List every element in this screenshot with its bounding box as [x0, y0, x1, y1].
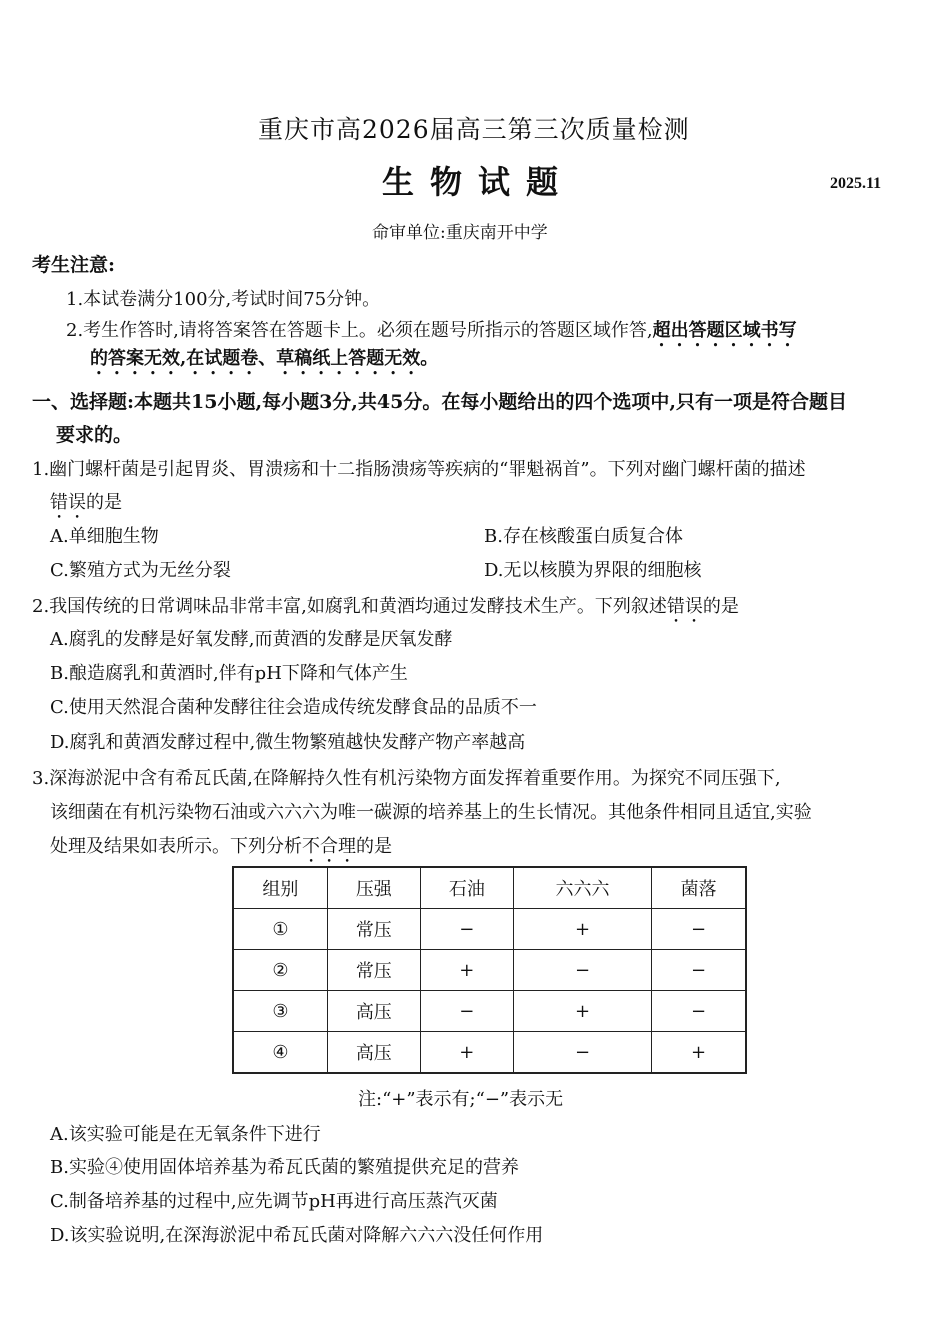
table-header-cell: 组别 [233, 867, 327, 909]
table-cell: − [652, 991, 746, 1032]
q2-emphasis: 错误 [666, 596, 703, 617]
q3-stem-tail: 的是 [356, 836, 392, 857]
table-cell: − [652, 950, 746, 991]
results-table [232, 866, 747, 1074]
q3-stem-line1: 3.深海淤泥中含有希瓦氏菌,在降解持久性有机污染物方面发挥着重要作用。为探究不同压强下, [32, 768, 781, 789]
table-cell: − [420, 991, 513, 1032]
q3-emphasis: 不合理 [302, 836, 356, 857]
table-header-cell: 菌落 [652, 867, 746, 909]
q3-option-c: C.制备培养基的过程中,应先调节pH再进行高压蒸汽灭菌 [50, 1191, 498, 1212]
q2-option-c: C.使用天然混合菌种发酵往往会造成传统发酵食品的品质不一 [50, 697, 537, 718]
table-cell: + [513, 991, 651, 1032]
q1-option-a: A.单细胞生物 [50, 526, 159, 547]
table-row [233, 909, 746, 950]
table-cell: − [420, 909, 513, 950]
q2-option-b: B.酿造腐乳和黄酒时,伴有pH下降和气体产生 [50, 663, 408, 684]
q2-stem-tail: 的是 [702, 596, 739, 617]
table-row [233, 1032, 746, 1074]
q1-stem-tail: 的是 [86, 492, 122, 513]
q3-stem-line3 [50, 832, 392, 867]
q1-option-b: B.存在核酸蛋白质复合体 [484, 526, 683, 547]
table-header-row [233, 867, 746, 909]
q3-option-d: D.该实验说明,在深海淤泥中希瓦氏菌对降解六六六没任何作用 [50, 1225, 544, 1246]
section-heading-line1: 一、选择题:本题共15小题,每小题3分,共45分。在每小题给出的四个选项中,只有一项是符合题目 [32, 391, 847, 413]
notice-item-2-end: 。 [420, 348, 439, 369]
table-note: 注:“+”表示有;“−”表示无 [358, 1089, 564, 1110]
table-cell: + [420, 1032, 513, 1074]
q1-stem-line2 [50, 488, 122, 523]
q3-stem-head: 处理及结果如表所示。下列分析 [50, 836, 302, 857]
q1-option-c: C.繁殖方式为无丝分裂 [50, 560, 231, 581]
table-cell: + [420, 950, 513, 991]
notice-item-1: 1.本试卷满分100分,考试时间75分钟。 [66, 289, 381, 310]
q1-stem-line1: 1.幽门螺杆菌是引起胃炎、胃溃疡和十二指肠溃疡等疾病的“罪魁祸首”。下列对幽门螺杆菌的描述 [32, 459, 806, 480]
exam-date: 2025.11 [830, 175, 882, 192]
table-cell: − [513, 1032, 651, 1074]
notice-item-2-emphasis-2: 的答案无效,在试题卷、草稿纸上答题无效 [90, 348, 421, 369]
table-header-cell: 六六六 [513, 867, 651, 909]
table-cell: + [513, 909, 651, 950]
q1-option-d: D.无以核膜为界限的细胞核 [484, 560, 702, 581]
table-cell: ② [233, 950, 327, 991]
table-cell: ④ [233, 1032, 327, 1074]
q3-option-b: B.实验④使用固体培养基为希瓦氏菌的繁殖提供充足的营养 [50, 1157, 519, 1178]
q3-stem-line2: 该细菌在有机污染物石油或六六六为唯一碳源的培养基上的生长情况。其他条件相同且适宜,实验 [50, 802, 812, 823]
notice-item-2-text: 2.考生作答时,请将答案答在答题卡上。必须在题号所指示的答题区域作答, [66, 320, 653, 341]
table-header-cell: 石油 [420, 867, 513, 909]
table-row [233, 991, 746, 1032]
table-row [233, 950, 746, 991]
q2-stem [32, 592, 739, 627]
table-header-cell: 压强 [327, 867, 420, 909]
subject-title: 生物试题 [382, 163, 575, 201]
q2-option-a: A.腐乳的发酵是好氧发酵,而黄酒的发酵是厌氧发酵 [50, 629, 453, 650]
q2-option-d: D.腐乳和黄酒发酵过程中,微生物繁殖越快发酵产物产率越高 [50, 732, 526, 753]
notice-heading: 考生注意: [32, 254, 116, 276]
exam-title: 重庆市高2026届高三第三次质量检测 [258, 115, 690, 144]
q2-stem-head: 2.我国传统的日常调味品非常丰富,如腐乳和黄酒均通过发酵技术生产。下列叙述 [32, 596, 667, 617]
table-cell: 常压 [327, 909, 420, 950]
section-heading-line2: 要求的。 [56, 424, 133, 446]
setting-unit: 命审单位:重庆南开中学 [372, 223, 548, 243]
table-cell: − [652, 909, 746, 950]
table-cell: 高压 [327, 991, 420, 1032]
table-cell: − [513, 950, 651, 991]
table-cell: + [652, 1032, 746, 1074]
table-cell: 高压 [327, 1032, 420, 1074]
notice-item-2-emphasis: 超出答题区域书写 [652, 320, 797, 341]
q3-option-a: A.该实验可能是在无氧条件下进行 [50, 1124, 321, 1145]
table-cell: 常压 [327, 950, 420, 991]
notice-item-2-line2 [90, 344, 438, 379]
q1-emphasis: 错误 [50, 492, 86, 513]
table-cell: ③ [233, 991, 327, 1032]
table-cell: ① [233, 909, 327, 950]
